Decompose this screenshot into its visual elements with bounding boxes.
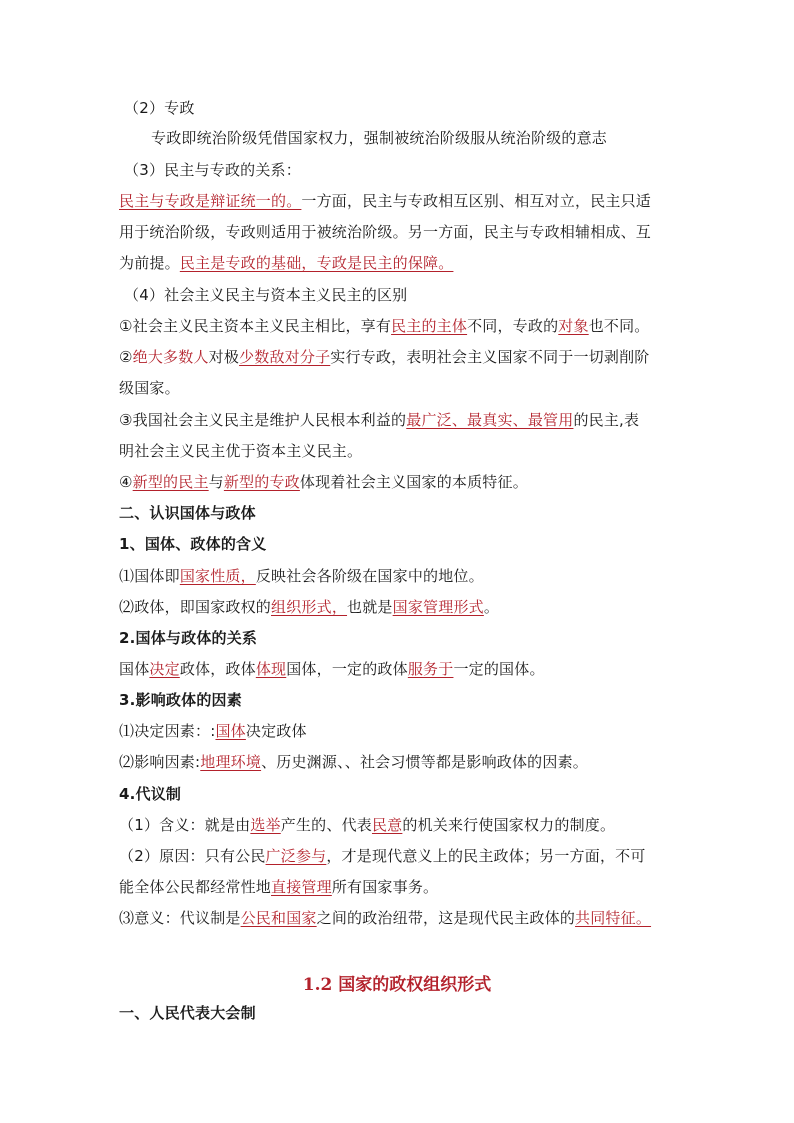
paragraph-text: 与 [208, 473, 224, 491]
text-line [119, 253, 453, 273]
heading-text: 二、认识国体与政体 [119, 504, 256, 522]
text-line [119, 441, 362, 461]
key-phrase: 新型的民主 [132, 473, 209, 491]
paragraph-text: 一定的国体。 [453, 660, 545, 678]
paragraph-text: ⑴决定因素：: [119, 722, 216, 740]
paragraph-text: ② [119, 348, 133, 366]
key-phrase: 民主的主体 [391, 317, 468, 335]
paragraph-text: ④ [119, 473, 133, 491]
text-line [124, 285, 407, 305]
paragraph-text: （2）原因：只有公民 [119, 847, 266, 865]
section-heading [119, 690, 242, 710]
paragraph-text: 决定政体 [245, 722, 307, 740]
text-line [119, 316, 650, 336]
paragraph-text: 能全体公民都经常性地 [119, 878, 272, 896]
key-phrase: 共同特征。 [575, 909, 652, 927]
paragraph-text: 的民主,表 [573, 411, 640, 429]
paragraph-text: 专政即统治阶级凭借国家权力，强制被统治阶级服从统治阶级的意志 [151, 129, 608, 147]
text-line [119, 191, 651, 211]
text-line [124, 160, 301, 180]
paragraph-text: 、历史渊源、、社会习惯等都是影响政体的因素。 [261, 753, 588, 771]
subheading: （2）专政 [124, 99, 195, 117]
paragraph-text: ，才是现代意义上的民主政体；另一方面，不可 [326, 847, 646, 865]
paragraph-text: 所有国家事务。 [331, 878, 439, 896]
text-line [124, 98, 195, 118]
paragraph-text: ⑵政体，即国家政权的 [119, 598, 272, 616]
section-heading [119, 503, 256, 523]
text-line [119, 472, 528, 492]
heading-text: 1、国体、政体的含义 [119, 535, 267, 553]
paragraph-text: 国体，一定的政体 [286, 660, 408, 678]
key-phrase: 体现 [255, 660, 287, 678]
text-line [119, 877, 438, 897]
paragraph-text: ①社会主义民主资本主义民主相比，享有 [119, 317, 392, 335]
section-heading [119, 1003, 256, 1023]
section-heading [119, 784, 181, 804]
paragraph-text: 一方面，民主与专政相互区别、相互对立，民主只适 [301, 192, 652, 210]
key-phrase: 公民和国家 [240, 909, 317, 927]
heading-text: 2.国体与政体的关系 [119, 629, 258, 647]
key-phrase: 少数敌对分子 [239, 348, 331, 366]
subheading: （3）民主与专政的关系： [124, 161, 301, 179]
key-phrase: 国家性质， [179, 567, 256, 585]
paragraph-text: 不同，专政的 [467, 317, 559, 335]
section-title: 1.2 国家的政权组织形式 [302, 975, 492, 995]
text-line [119, 659, 545, 679]
text-line [119, 815, 615, 835]
paragraph-text: 也就是 [347, 598, 393, 616]
paragraph-text: ⑴国体即 [119, 567, 180, 585]
text-line [119, 721, 307, 741]
paragraph-text: 用于统治阶级，专政则适用于被统治阶级。另一方面，民主与专政相辅相成、互 [119, 223, 652, 241]
paragraph-text: 产生的、代表 [280, 816, 372, 834]
paragraph-text: 也不同。 [588, 317, 650, 335]
paragraph-text: ③我国社会主义民主是维护人民根本利益的 [119, 411, 407, 429]
key-phrase: 国家管理形式 [392, 598, 484, 616]
paragraph-text: 。 [483, 598, 500, 616]
section-heading [119, 628, 257, 648]
text-line [119, 908, 651, 928]
key-phrase: 国体 [215, 722, 246, 740]
key-phrase: 民主与专政是辩证统一的。 [119, 192, 302, 210]
paragraph-text: ⑵影响因素: [119, 753, 201, 771]
text-line [119, 222, 651, 242]
key-phrase: 绝大多数人 [132, 348, 209, 366]
heading-text: 4.代议制 [119, 785, 182, 803]
key-phrase: 地理环境 [200, 753, 262, 771]
text-line [119, 566, 484, 586]
key-phrase: 选举 [250, 816, 281, 834]
paragraph-text: 对极 [208, 348, 240, 366]
text-line [119, 410, 639, 430]
heading-text: 一、人民代表大会制 [119, 1004, 256, 1022]
key-phrase: 决定 [149, 660, 180, 678]
text-line [119, 752, 588, 772]
paragraph-text: 的机关来行使国家权力的制度。 [402, 816, 616, 834]
key-phrase: 服务于 [407, 660, 454, 678]
key-phrase: 民主是专政的基础，专政是民主的保障。 [179, 254, 454, 272]
heading-text: 3.影响政体的因素 [119, 691, 242, 709]
text-line [119, 597, 499, 617]
paragraph-text: 国体 [119, 660, 150, 678]
paragraph-text: ⑶意义：代议制是 [119, 909, 241, 927]
paragraph-text: 级国家。 [119, 379, 180, 397]
key-phrase: 组织形式， [271, 598, 348, 616]
paragraph-text: 政体，政体 [179, 660, 256, 678]
key-phrase: 广泛参与 [265, 847, 327, 865]
text-line [119, 378, 180, 398]
subheading: （4）社会主义民主与资本主义民主的区别 [124, 286, 408, 304]
paragraph-text: 之间的政治纽带，这是现代民主政体的 [316, 909, 576, 927]
paragraph-text: （1）含义：就是由 [119, 816, 251, 834]
paragraph-text: 为前提。 [119, 254, 180, 272]
section-heading [119, 534, 266, 554]
paragraph-text: 实行专政，表明社会主义国家不同于一切剥削阶 [330, 348, 650, 366]
key-phrase: 最广泛、最真实、最管用 [406, 411, 574, 429]
text-line [119, 347, 649, 367]
key-phrase: 对象 [558, 317, 589, 335]
paragraph-text: 明社会主义民主优于资本主义民主。 [119, 442, 363, 460]
key-phrase: 新型的专政 [223, 473, 300, 491]
key-phrase: 直接管理 [271, 878, 332, 896]
text-line [119, 846, 646, 866]
paragraph-text: 体现着社会主义国家的本质特征。 [299, 473, 528, 491]
paragraph-text: 反映社会各阶级在国家中的地位。 [255, 567, 484, 585]
key-phrase: 民意 [371, 816, 403, 834]
text-line [151, 128, 607, 148]
